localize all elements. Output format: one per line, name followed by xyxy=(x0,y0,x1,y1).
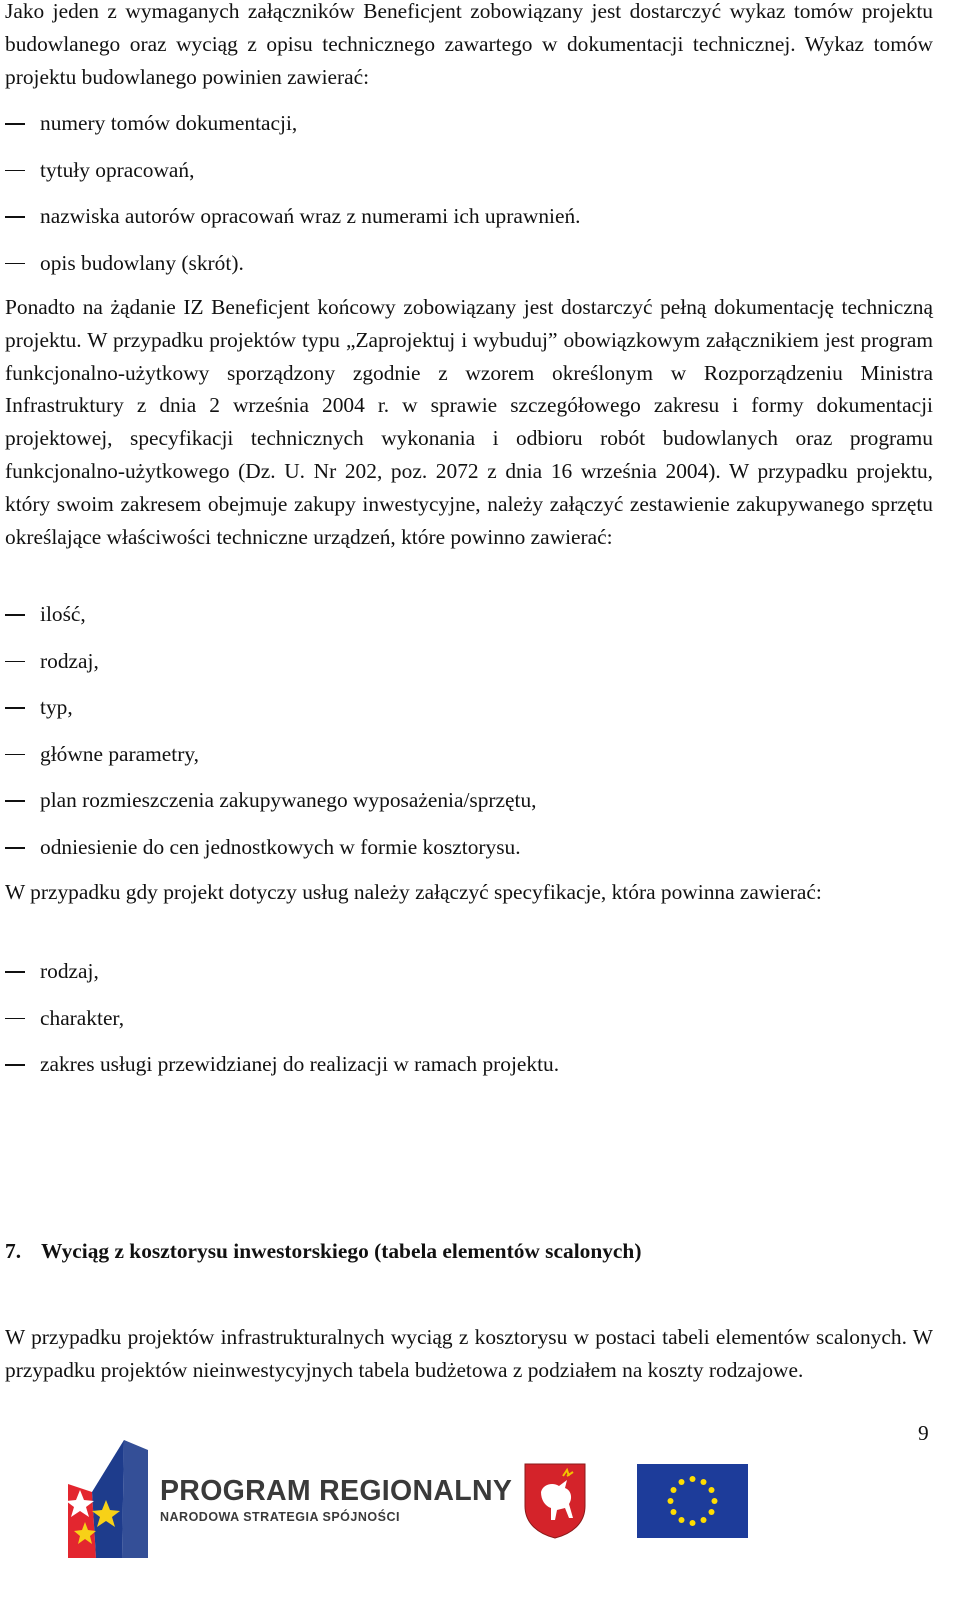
list-item-text: tytuły opracowań, xyxy=(40,157,195,182)
list-item-text: charakter, xyxy=(40,1005,125,1030)
list-item-text: główne parametry, xyxy=(40,741,199,766)
eu-flag-icon xyxy=(637,1464,748,1538)
list-item-text: zakres usługi przewidzianej do realizacji w ramach projektu. xyxy=(40,1052,560,1077)
list-item xyxy=(0,1003,940,1050)
paragraph-ponadto: Ponadto na żądanie IZ Beneficjent końcowy zobowiązany jest dostarczyć pełną dokumentację techniczną projektu. W przypadku projektów typu „Zaprojektuj i wybuduj” obowiązkowym załącznikiem jest program funkcjonalno-użytkowy sporządzony zgodnie z wzorem określonym w Rozporządzeniu Ministra Infrastruktury z dnia 2 września 2004 r. w sprawie szczegółowego zakresu i formy dokumentacji projektowej, specyfikacji technicznych wykonania i odbioru robót budowlanych oraz programu funkcjonalno-użytkowego (Dz. U. Nr 202, poz. 2072 z dnia 16 września 2004). W przypadku projektu, który swoim zakresem obejmuje zakupy inwestycyjne, należy załączyć zestawienie zakupywanego sprzętu określające właściwości techniczne urządzeń, które powinno zawierać: xyxy=(5,295,933,549)
list-item xyxy=(0,155,940,202)
dash-bullet xyxy=(5,800,25,802)
section-number: 7. xyxy=(5,1239,22,1263)
paragraph-uslugi: W przypadku gdy projekt dotyczy usług należy załączyć specyfikacje, która powinna zawierać: xyxy=(5,880,822,904)
paragraph-kosztorys: W przypadku projektów infrastrukturalnych wyciąg z kosztorysu w postaci tabeli elementów scalonych. W przypadku projektów nieinwestycyjnych tabela budżetowa z podziałem na koszty rodzajowe. xyxy=(5,1325,933,1382)
list-item xyxy=(0,739,940,786)
list-item-text: ilość, xyxy=(40,602,86,626)
list-tomy xyxy=(0,108,940,294)
program-regionalny-logo xyxy=(160,1475,512,1525)
list-item xyxy=(0,692,940,739)
list-sprzet xyxy=(0,599,940,879)
page-number: 9 xyxy=(918,1421,929,1445)
list-item xyxy=(0,832,940,879)
dash-bullet xyxy=(5,707,25,709)
dash-bullet xyxy=(5,971,25,973)
list-item-text: rodzaj, xyxy=(40,648,99,673)
dash-bullet xyxy=(5,614,25,616)
list-item-text: numery tomów dokumentacji, xyxy=(40,111,298,135)
list-item xyxy=(0,108,940,155)
dash-bullet xyxy=(5,847,25,849)
list-item xyxy=(0,956,940,1003)
list-item-text: odniesienie do cen jednostkowych w formie kosztorysu. xyxy=(40,834,521,859)
list-item xyxy=(0,785,940,832)
section-title: Wyciąg z kosztorysu inwestorskiego (tabela elementów scalonych) xyxy=(41,1239,642,1263)
dash-bullet xyxy=(5,661,25,663)
list-item xyxy=(0,248,940,295)
list-item xyxy=(0,646,940,693)
dash-bullet xyxy=(5,754,25,756)
dash-bullet xyxy=(5,1064,25,1066)
list-item xyxy=(0,599,940,646)
list-uslugi xyxy=(0,956,940,1096)
program-subtitle: NARODOWA STRATEGIA SPÓJNOŚCI xyxy=(160,1510,400,1524)
paragraph-intro: Jako jeden z wymaganych załączników Beneficjent zobowiązany jest dostarczyć wykaz tomów projektu budowlanego oraz wyciąg z opisu technicznego zawartego w dokumentacji technicznej. Wykaz tomów projektu budowlanego powinien zawierać: xyxy=(5,0,933,89)
lubelskie-coat-of-arms-icon xyxy=(523,1462,587,1540)
dash-bullet xyxy=(5,170,25,172)
list-item-text: opis budowlany (skrót). xyxy=(40,250,244,275)
dash-bullet xyxy=(5,263,25,265)
dash-bullet xyxy=(5,1018,25,1020)
dash-bullet xyxy=(5,216,25,218)
program-title: PROGRAM REGIONALNY xyxy=(160,1475,513,1507)
list-item-text: rodzaj, xyxy=(40,959,99,983)
list-item xyxy=(0,201,940,248)
list-item xyxy=(0,1049,940,1096)
list-item-text: typ, xyxy=(40,695,73,720)
section-heading xyxy=(5,1235,641,1267)
list-item-text: nazwiska autorów opracowań wraz z numerami ich uprawnień. xyxy=(40,204,581,229)
nss-logo-icon xyxy=(62,1440,148,1560)
list-item-text: plan rozmieszczenia zakupywanego wyposażenia/sprzętu, xyxy=(40,788,537,813)
dash-bullet xyxy=(5,123,25,125)
